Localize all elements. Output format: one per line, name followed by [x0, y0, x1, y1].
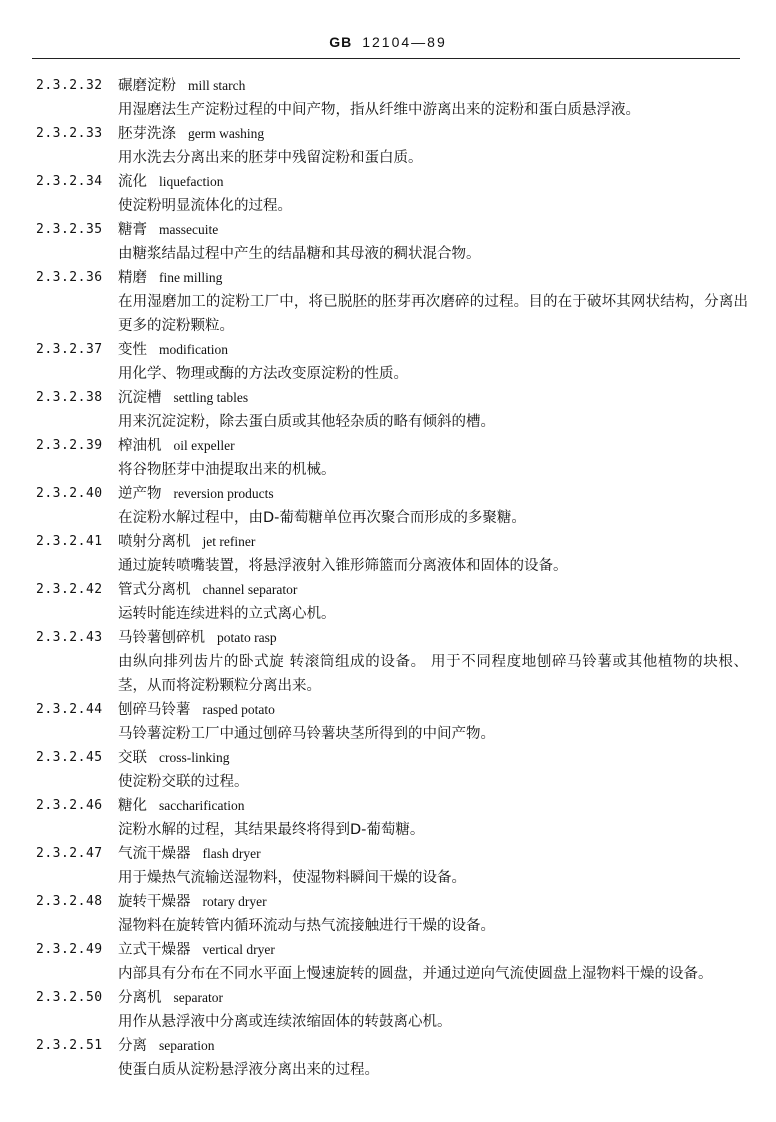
- term-zh: 糖膏: [118, 222, 147, 238]
- entry-2-3-2-50: [0, 986, 776, 1034]
- term-en: jet refiner: [202, 534, 256, 549]
- term-en: separator: [173, 990, 223, 1005]
- term-en: settling tables: [173, 390, 249, 405]
- standard-code: 12104—89: [362, 34, 447, 50]
- term-zh: 流化: [118, 174, 147, 190]
- entry-number: 2.3.2.47: [36, 846, 103, 861]
- definition: 运转时能连续进料的立式离心机。: [118, 606, 336, 622]
- definition: 使淀粉交联的过程。: [118, 774, 249, 790]
- entry-2-3-2-44: [0, 698, 776, 746]
- entry-2-3-2-35: [0, 218, 776, 266]
- term-zh: 精磨: [118, 270, 147, 286]
- entry-2-3-2-37: [0, 338, 776, 386]
- entry-2-3-2-42: [0, 578, 776, 626]
- entry-list: [0, 74, 776, 1082]
- entry-number: 2.3.2.35: [36, 222, 103, 237]
- header-rule: [32, 58, 740, 59]
- definition: 使淀粉明显流体化的过程。: [118, 198, 292, 214]
- entry-number: 2.3.2.48: [36, 894, 103, 909]
- definition: 由糖浆结晶过程中产生的结晶糖和其母液的稠状混合物。: [118, 246, 481, 262]
- entry-number: 2.3.2.40: [36, 486, 103, 501]
- entry-number: 2.3.2.43: [36, 630, 103, 645]
- definition: 在淀粉水解过程中，由D-葡萄糖单位再次聚合而形成的多聚糖。: [118, 510, 526, 526]
- term-en: rasped potato: [202, 702, 275, 717]
- term-zh: 胚芽洗涤: [118, 126, 176, 142]
- term-en: modification: [159, 342, 228, 357]
- entry-2-3-2-43: [0, 626, 776, 698]
- term-zh: 立式干燥器: [118, 942, 191, 958]
- term-en: massecuite: [159, 222, 219, 237]
- definition: 淀粉水解的过程，其结果最终将得到D-葡萄糖。: [118, 822, 425, 838]
- entry-number: 2.3.2.45: [36, 750, 103, 765]
- entry-number: 2.3.2.34: [36, 174, 103, 189]
- entry-2-3-2-48: [0, 890, 776, 938]
- entry-2-3-2-38: [0, 386, 776, 434]
- entry-number: 2.3.2.44: [36, 702, 103, 717]
- entry-number: 2.3.2.41: [36, 534, 103, 549]
- term-zh: 逆产物: [118, 486, 162, 502]
- definition: 用湿磨法生产淀粉过程的中间产物，指从纤维中游离出来的淀粉和蛋白质悬浮液。: [118, 102, 640, 118]
- definition: 将谷物胚芽中油提取出来的机械。: [118, 462, 336, 478]
- term-en: rotary dryer: [202, 894, 267, 909]
- entry-2-3-2-34: [0, 170, 776, 218]
- entry-2-3-2-32: [0, 74, 776, 122]
- definition: 马铃薯淀粉工厂中通过刨碎马铃薯块茎所得到的中间产物。: [118, 726, 495, 742]
- term-zh: 刨碎马铃薯: [118, 702, 191, 718]
- term-en: fine milling: [159, 270, 223, 285]
- term-en: separation: [159, 1038, 215, 1053]
- entry-number: 2.3.2.36: [36, 270, 103, 285]
- term-zh: 分离机: [118, 990, 162, 1006]
- entry-2-3-2-33: [0, 122, 776, 170]
- entry-number: 2.3.2.50: [36, 990, 103, 1005]
- term-zh: 沉淀槽: [118, 390, 162, 406]
- term-en: oil expeller: [173, 438, 235, 453]
- definition: 用作从悬浮液中分离或连续浓缩固体的转鼓离心机。: [118, 1014, 452, 1030]
- term-zh: 马铃薯刨碎机: [118, 630, 205, 646]
- entry-number: 2.3.2.33: [36, 126, 103, 141]
- entry-2-3-2-46: [0, 794, 776, 842]
- term-zh: 分离: [118, 1038, 147, 1054]
- standard-prefix: GB: [329, 34, 353, 50]
- term-zh: 旋转干燥器: [118, 894, 191, 910]
- term-zh: 碾磨淀粉: [118, 78, 176, 94]
- entry-2-3-2-41: [0, 530, 776, 578]
- entry-number: 2.3.2.38: [36, 390, 103, 405]
- term-en: vertical dryer: [202, 942, 275, 957]
- definition: 湿物料在旋转管内循环流动与热气流接触进行干燥的设备。: [118, 918, 495, 934]
- entry-2-3-2-51: [0, 1034, 776, 1082]
- term-en: liquefaction: [159, 174, 224, 189]
- term-zh: 糖化: [118, 798, 147, 814]
- entry-number: 2.3.2.37: [36, 342, 103, 357]
- definition: 用化学、物理或酶的方法改变原淀粉的性质。: [118, 366, 408, 382]
- entry-number: 2.3.2.39: [36, 438, 103, 453]
- term-en: germ washing: [188, 126, 265, 141]
- definition: 用水洗去分离出来的胚芽中残留淀粉和蛋白质。: [118, 150, 423, 166]
- entry-number: 2.3.2.42: [36, 582, 103, 597]
- entry-2-3-2-49: [0, 938, 776, 986]
- term-en: reversion products: [173, 486, 274, 501]
- term-zh: 管式分离机: [118, 582, 191, 598]
- definition: 用来沉淀淀粉，除去蛋白质或其他轻杂质的略有倾斜的槽。: [118, 414, 495, 430]
- definition: 用于燥热气流输送湿物料，使湿物料瞬间干燥的设备。: [118, 870, 466, 886]
- term-zh: 喷射分离机: [118, 534, 191, 550]
- entry-2-3-2-47: [0, 842, 776, 890]
- term-en: saccharification: [159, 798, 245, 813]
- definition: 由纵向排列齿片的卧式旋 转滚筒组成的设备。 用于不同程度地刨碎马铃薯或其他植物的块根、茎，从而将淀粉颗粒分离出来。: [118, 654, 748, 694]
- page-header: [0, 34, 776, 50]
- entry-number: 2.3.2.51: [36, 1038, 103, 1053]
- term-en: cross-linking: [159, 750, 230, 765]
- entry-number: 2.3.2.49: [36, 942, 103, 957]
- definition: 在用湿磨加工的淀粉工厂中，将已脱胚的胚芽再次磨碎的过程。目的在于破坏其网状结构，分离出更多的淀粉颗粒。: [118, 294, 748, 334]
- term-en: flash dryer: [202, 846, 261, 861]
- entry-2-3-2-39: [0, 434, 776, 482]
- entry-number: 2.3.2.46: [36, 798, 103, 813]
- definition: 通过旋转喷嘴装置，将悬浮液射入锥形筛篮而分离液体和固体的设备。: [118, 558, 568, 574]
- term-zh: 变性: [118, 342, 147, 358]
- term-en: potato rasp: [217, 630, 277, 645]
- definition: 内部具有分布在不同水平面上慢速旋转的圆盘，并通过逆向气流使圆盘上湿物料干燥的设备。: [118, 966, 713, 982]
- definition: 使蛋白质从淀粉悬浮液分离出来的过程。: [118, 1062, 379, 1078]
- entry-2-3-2-36: [0, 266, 776, 338]
- entry-2-3-2-40: [0, 482, 776, 530]
- term-zh: 气流干燥器: [118, 846, 191, 862]
- entry-number: 2.3.2.32: [36, 78, 103, 93]
- term-en: mill starch: [188, 78, 246, 93]
- term-en: channel separator: [202, 582, 298, 597]
- term-zh: 交联: [118, 750, 147, 766]
- entry-2-3-2-45: [0, 746, 776, 794]
- term-zh: 榨油机: [118, 438, 162, 454]
